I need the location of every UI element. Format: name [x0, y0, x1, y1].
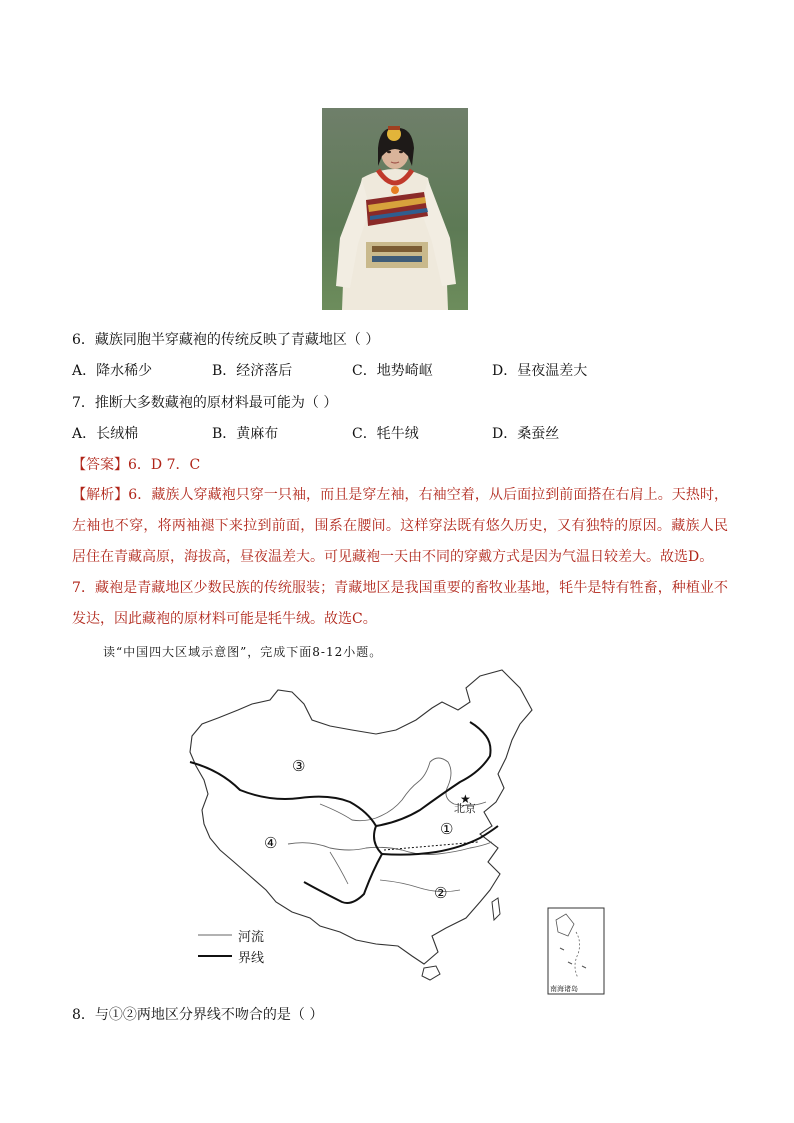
region-4-label: ④	[264, 834, 278, 852]
beijing-star-icon: ★	[460, 792, 471, 806]
inset-label: 南海诸岛	[550, 985, 578, 993]
answer-line	[72, 455, 200, 475]
analysis-paragraph-7	[72, 573, 728, 635]
beijing-label: 北京	[454, 802, 476, 815]
china-four-regions-map	[180, 662, 610, 1000]
region-1-label: ①	[440, 820, 454, 838]
china-outline	[190, 670, 532, 964]
q7-option-a: A．长绒棉	[72, 426, 139, 442]
q6-option-b: B．经济落后	[212, 363, 293, 379]
q6-option-c: C．地势崎岖	[352, 363, 433, 379]
question-8-stem: 8．与①②两地区分界线不吻合的是（ ）	[72, 1007, 324, 1023]
legend-boundary-label: 界线	[238, 951, 265, 966]
legend-river-label: 河流	[238, 930, 265, 945]
q7-option-c: C．牦牛绒	[352, 426, 419, 442]
answer-text: 6．D 7．C	[128, 457, 201, 473]
q7-option-d: D．桑蚕丝	[492, 426, 560, 442]
boundary-north-northwest	[190, 722, 491, 826]
analysis-tag: 【解析】	[72, 487, 129, 503]
boundary-qinghai-tibet	[304, 826, 382, 903]
question-6-stem: 6．藏族同胞半穿藏袍的传统反映了青藏地区（ ）	[72, 332, 380, 348]
analysis-text-7: 7．藏袍是青藏地区少数民族的传统服装；青藏地区是我国重要的畜牧业基地，牦牛是特有牲畜，种植业不发达，因此藏袍的原材料可能是牦牛绒。故选C。	[72, 580, 728, 627]
analysis-paragraph-6	[72, 480, 728, 573]
q6-option-d: D．昼夜温差大	[492, 363, 588, 379]
region-2-label: ②	[434, 884, 448, 902]
q7-option-b: B．黄麻布	[212, 426, 279, 442]
answer-tag: 【答案】	[72, 457, 128, 473]
question-7-stem: 7．推断大多数藏袍的原材料最可能为（ ）	[72, 395, 338, 411]
tibetan-costume-photo	[322, 108, 468, 310]
map-caption: 读“中国四大区域示意图”，完成下面8-12小题。	[103, 645, 383, 659]
analysis-text-6: 6．藏族人穿藏袍只穿一只袖，而且是穿左袖，右袖空着，从后面拉到前面搭在右肩上。天热时，左袖也不穿，将两袖褪下来拉到前面，围系在腰间。这样穿法既有悠久历史，又有独特的原因。藏族人民居住在青藏高原，海拔高，昼夜温差大。可见藏袍一天由不同的穿戴方式是因为气温日较差大。故选D。	[72, 487, 729, 565]
region-3-label: ③	[292, 757, 306, 775]
q6-option-a: A．降水稀少	[72, 363, 153, 379]
